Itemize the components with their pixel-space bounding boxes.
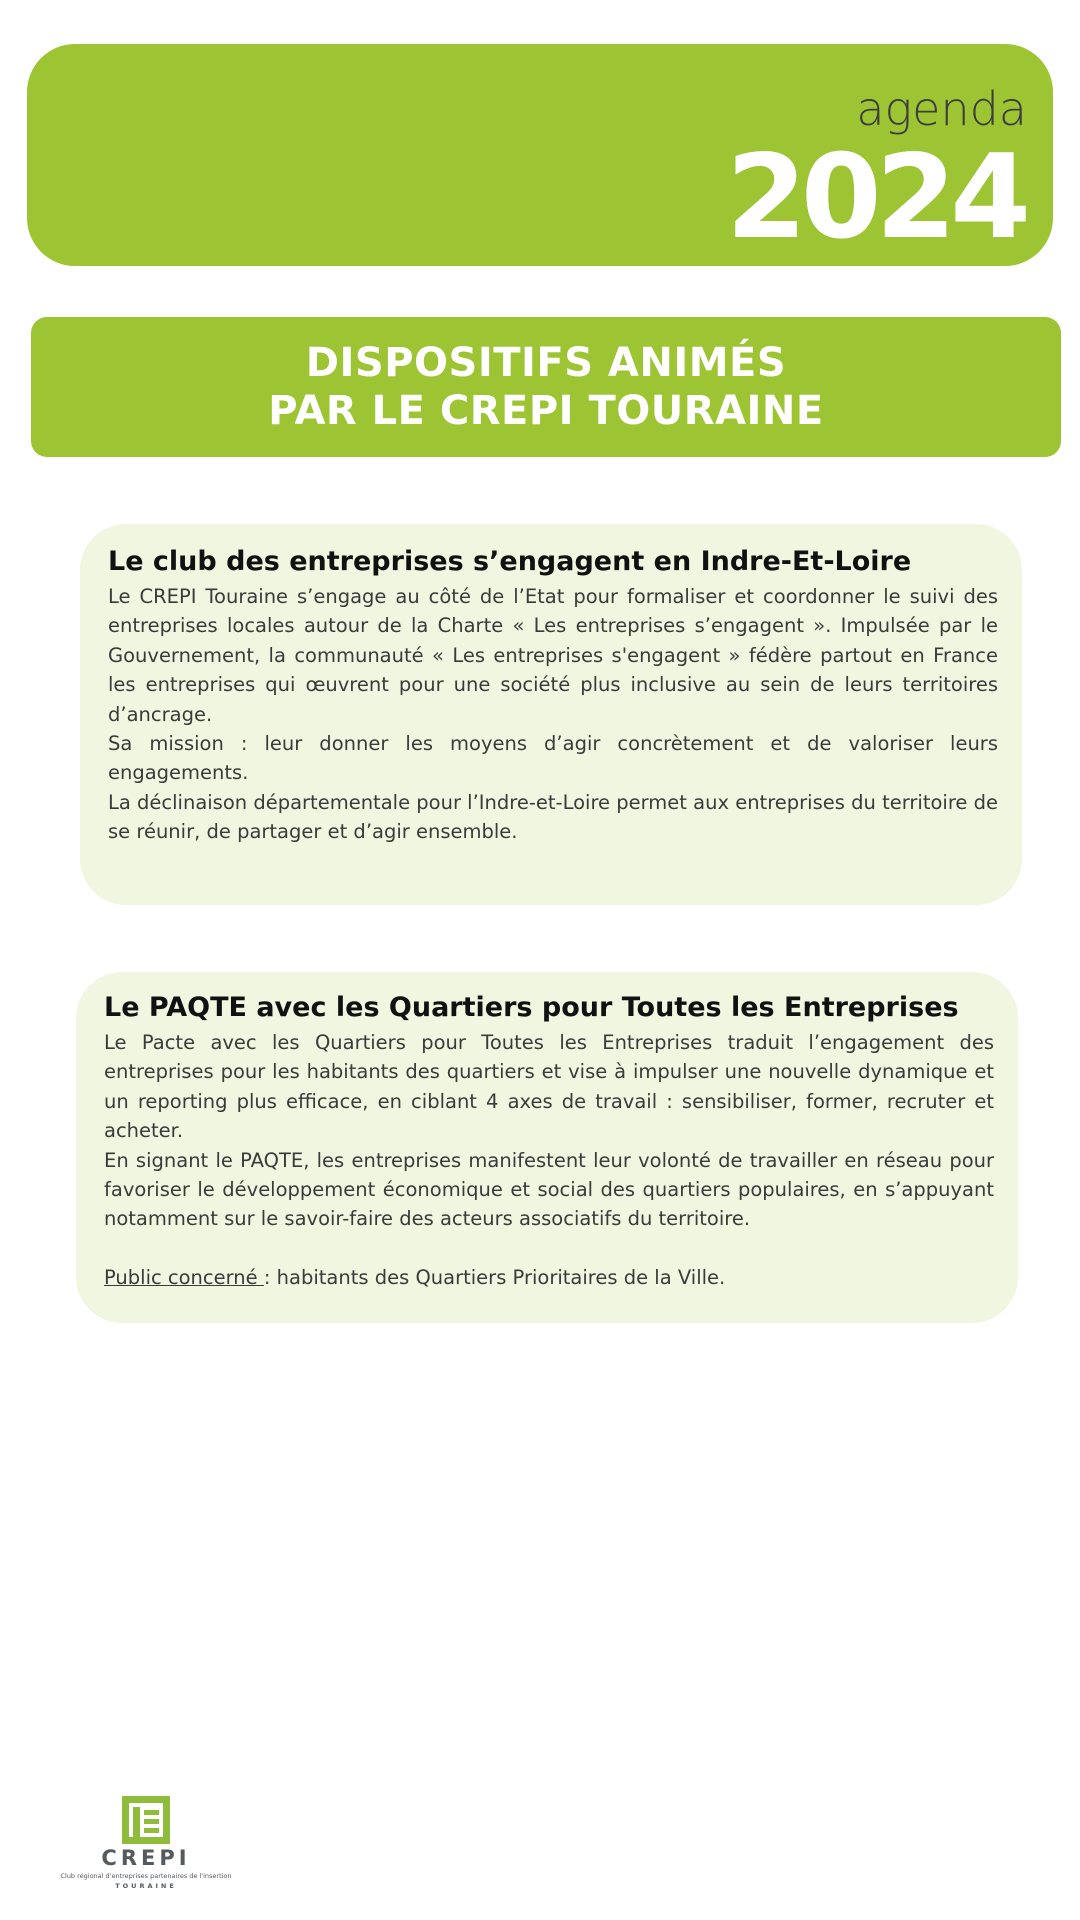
card-paragraph: Le Pacte avec les Quartiers pour Toutes les Entreprises traduit l’engagement des entreprises pour les habitants des quartiers et vise à impulser une nouvelle dynamique et un reporting plus efficace, en ciblant 4 axes de travail : sensibiliser, former, recruter et acheter. — [104, 1031, 994, 1143]
card-paragraph: La déclinaison départementale pour l’Indre-et-Loire permet aux entreprises du territoire de se réunir, de partager et d’agir ensemble. — [108, 790, 998, 844]
crepi-logo-subtitle: Club régional d'entreprises partenaires de l'insertion — [60, 1872, 232, 1880]
section-title-banner — [31, 317, 1061, 457]
crepi-logo — [56, 1796, 236, 1890]
paragraph-spacer — [104, 1234, 994, 1263]
section-title-line-2: PAR LE CREPI TOURAINE — [268, 388, 824, 434]
card-paragraph: Le CREPI Touraine s’engage au côté de l’Etat pour formaliser et coordonner le suivi des entreprises locales autour de la Charte « Les entreprises s’engagent ». Impulsée par le Gouvernement, la communauté « Les entreprises s'engagent » fédère partout en France les entreprises qui œuvrent pour une société plus inclusive au sein de leurs territoires d’ancrage. — [108, 585, 998, 726]
crepi-logo-icon — [122, 1796, 170, 1844]
agenda-label: agenda — [856, 82, 1027, 136]
public-concerne-label: Public concerné — [104, 1265, 264, 1289]
card-paragraph: En signant le PAQTE, les entreprises manifestent leur volonté de travailler en réseau pour favoriser le développement économique et social des quartiers populaires, en s’appuyant notamment sur le savoir-faire des acteurs associatifs du territoire. — [104, 1148, 994, 1231]
public-concerne-text: : habitants des Quartiers Prioritaires de la Ville. — [263, 1265, 726, 1289]
section-title-line-1: DISPOSITIFS ANIMÉS — [305, 340, 787, 386]
club-entreprises-card — [80, 524, 1022, 905]
card-title: Le PAQTE avec les Quartiers pour Toutes les Entreprises — [104, 992, 959, 1023]
crepi-logo-region: TOURAINE — [115, 1882, 177, 1890]
card-title: Le club des entreprises s’engagent en Indre-Et-Loire — [108, 546, 912, 577]
paqte-card — [76, 972, 1018, 1323]
crepi-logo-name: CREPI — [101, 1846, 191, 1870]
public-concerne — [104, 1263, 994, 1292]
header-banner — [27, 44, 1053, 266]
card-paragraph: Sa mission : leur donner les moyens d’agir concrètement et de valoriser leurs engagements. — [108, 732, 998, 785]
year-label: 2024 — [726, 130, 1025, 265]
